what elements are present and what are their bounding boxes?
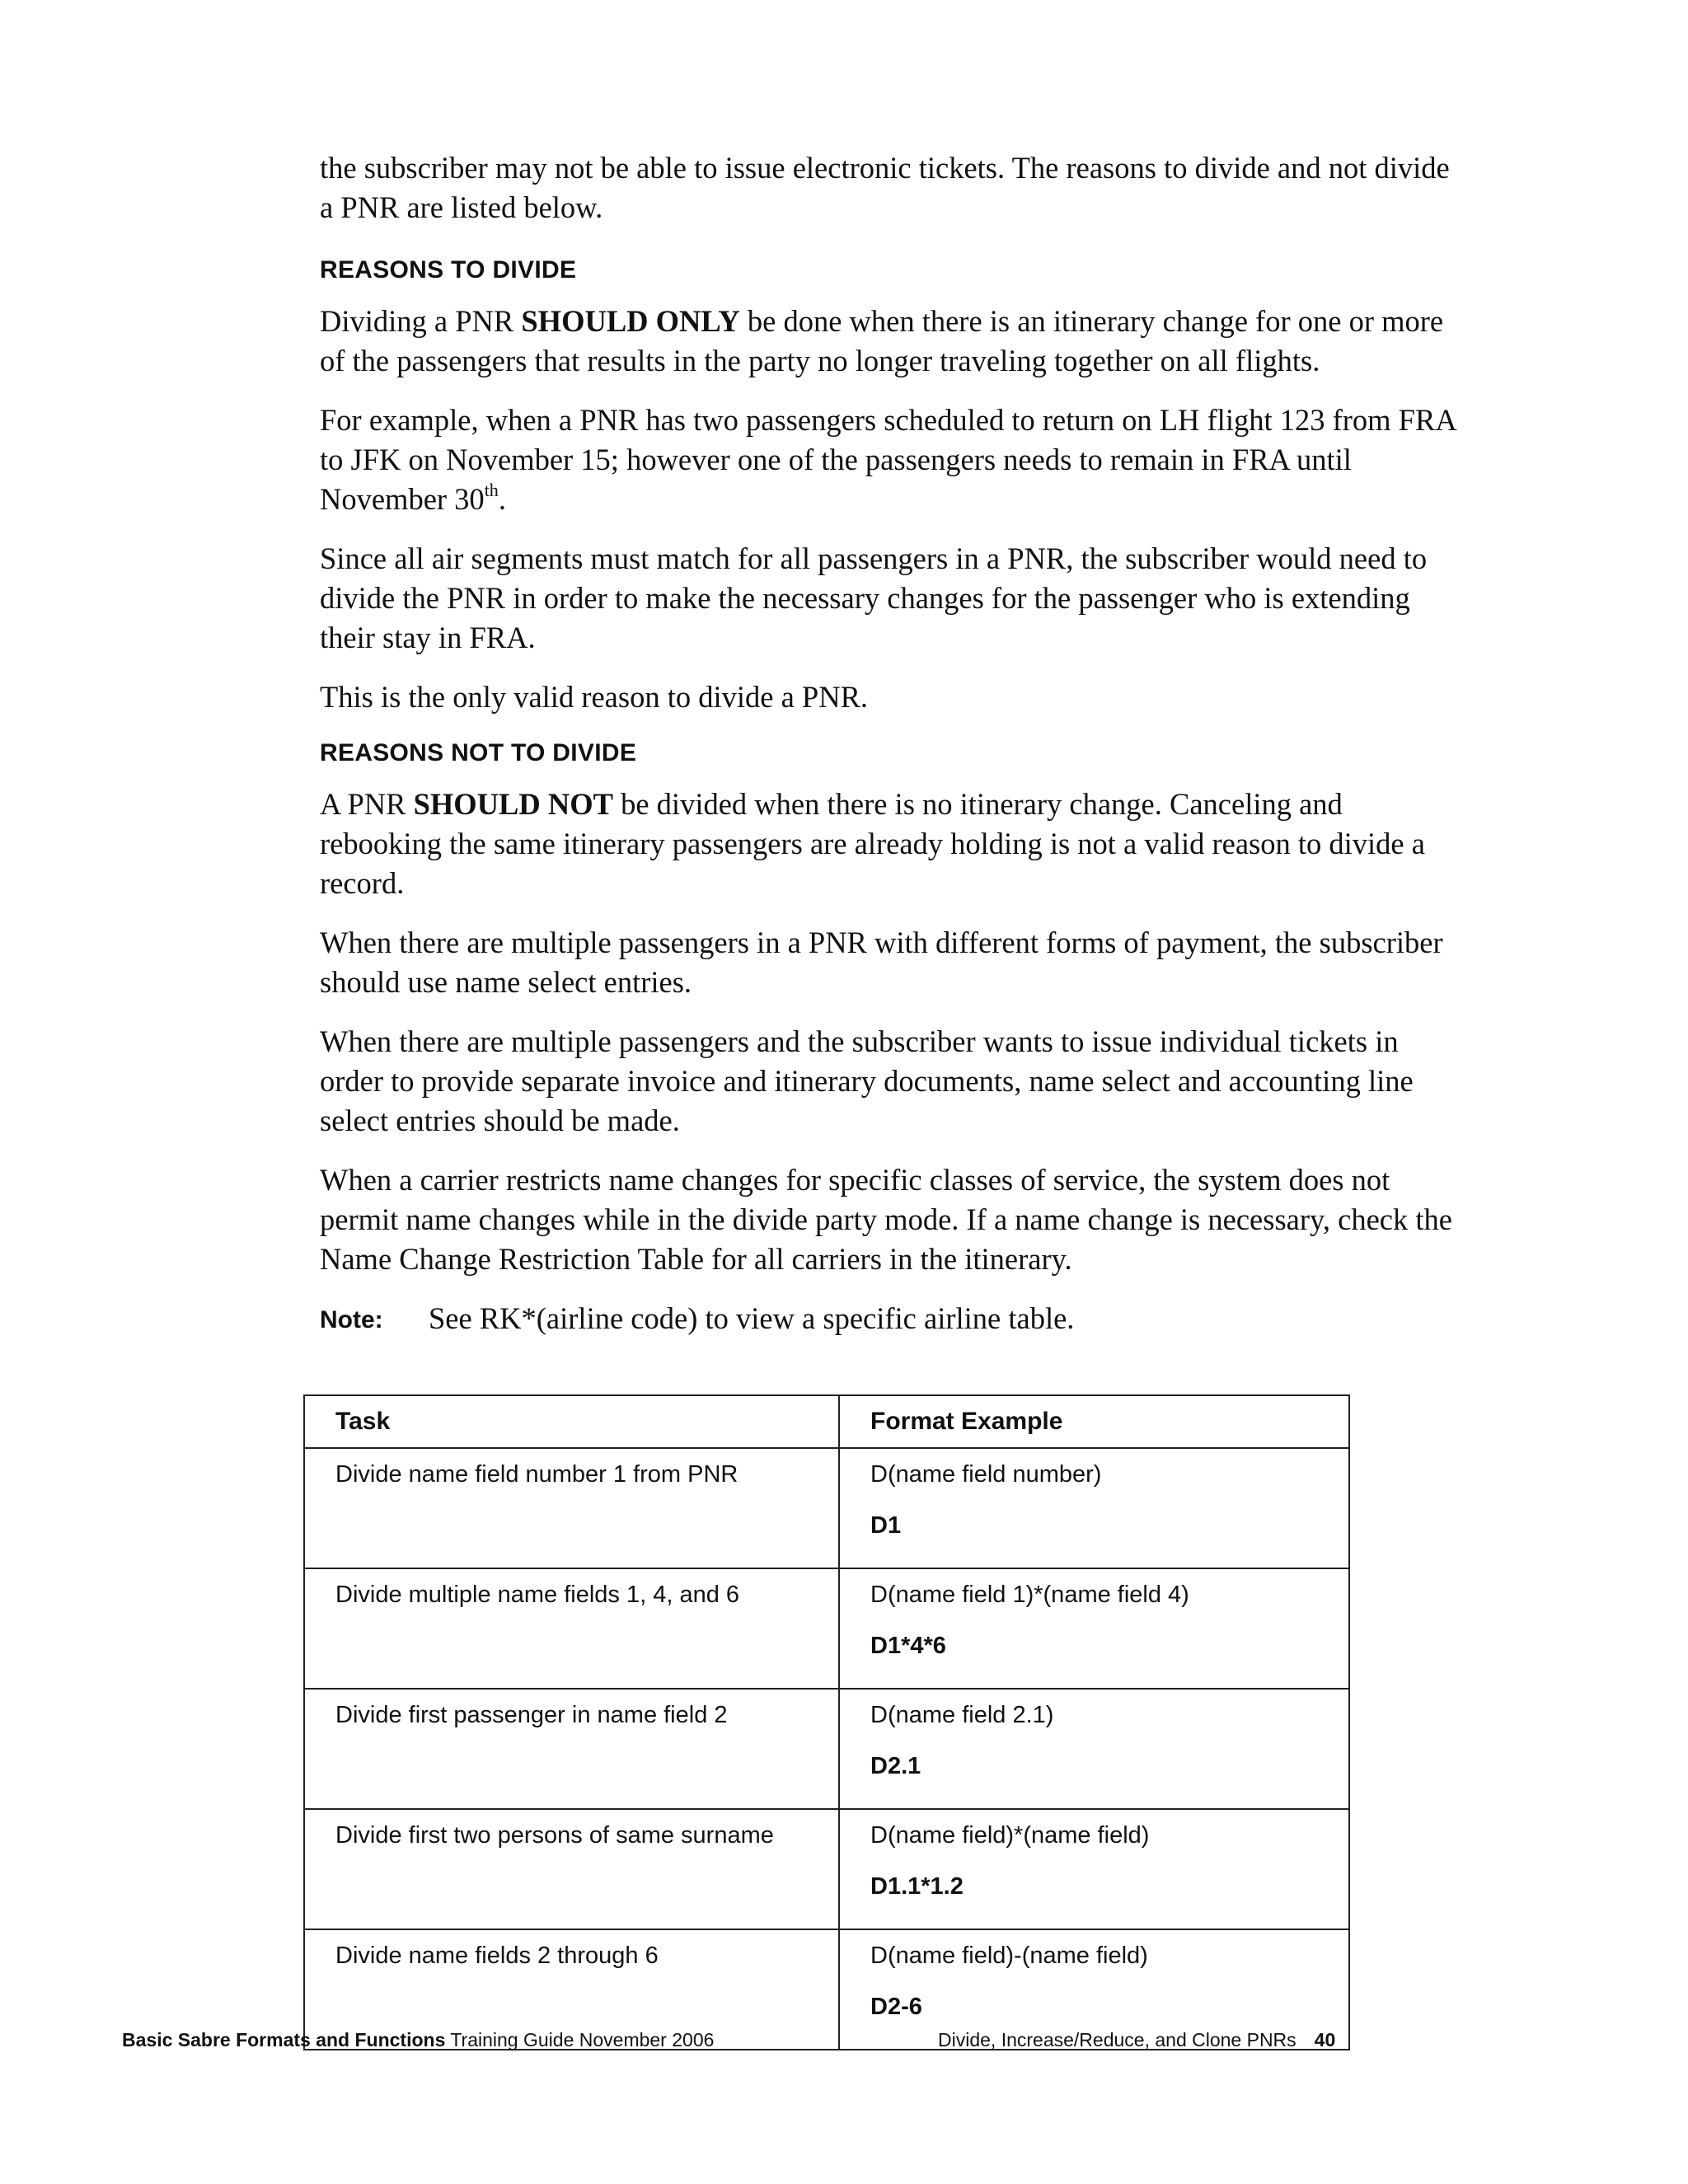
table-cell-format (839, 1568, 1349, 1689)
format-syntax: D(name field number) (870, 1461, 1102, 1488)
table-cell-format (839, 1809, 1349, 1929)
not-divide-p1-emphasis: SHOULD NOT (413, 787, 613, 821)
document-body (320, 148, 1457, 1358)
divide-p2-text-b: . (498, 482, 506, 516)
footer-chapter-block (938, 2027, 1335, 2052)
not-divide-p1-text-b: be divided when there is no itinerary change. Canceling and rebooking the same itinerary passengers are already holding is not a valid reason to divide a record. (320, 787, 1425, 900)
table-cell-task: Divide name fields 2 through 6 (304, 1929, 839, 2050)
format-syntax: D(name field)*(name field) (870, 1822, 1150, 1849)
not-divide-paragraph-4: When a carrier restricts name changes for specific classes of service, the system does not permit name changes while in the divide party mode. If a name change is necessary, check the Name Change Restriction Table for all carriers in the itinerary. (320, 1163, 1452, 1276)
table-cell-format (839, 1448, 1349, 1568)
intro-paragraph: the subscriber may not be able to issue electronic tickets. The reasons to divide and not divide a PNR are listed below. (320, 151, 1450, 224)
footer-guide-title (122, 2027, 714, 2052)
note-label: Note: (320, 1306, 383, 1333)
table-cell-format (839, 1689, 1349, 1809)
table-header-row (304, 1395, 1349, 1448)
format-example: D1*4*6 (870, 1633, 946, 1659)
table-row (304, 1809, 1349, 1929)
table-cell-task: Divide name field number 1 from PNR (304, 1448, 839, 1568)
divide-paragraph-4: This is the only valid reason to divide a PNR. (320, 680, 869, 714)
table-cell-task: Divide first passenger in name field 2 (304, 1689, 839, 1809)
reasons-not-to-divide-heading: REASONS NOT TO DIVIDE (320, 739, 637, 766)
not-divide-p1-text-a: A PNR (320, 787, 414, 821)
format-syntax: D(name field)-(name field) (870, 1943, 1148, 1969)
note-text: See RK*(airline code) to view a specific airline table. (429, 1301, 1075, 1335)
reasons-to-divide-heading: REASONS TO DIVIDE (320, 256, 577, 284)
divide-paragraph-3: Since all air segments must match for all passengers in a PNR, the subscriber would need to divide the PNR in order to make the necessary changes for the passenger who is extending their stay in FRA. (320, 541, 1428, 654)
page-number: 40 (1314, 2029, 1336, 2050)
format-example: D2-6 (870, 1994, 922, 2020)
not-divide-paragraph-3: When there are multiple passengers and the subscriber wants to issue individual tickets in order to provide separate invoice and itinerary documents, name select and accounting line select entries should be made. (320, 1024, 1414, 1137)
format-table (303, 1394, 1350, 2050)
note-block (320, 1299, 1457, 1340)
format-example: D2.1 (870, 1753, 921, 1779)
not-divide-paragraph-1 (320, 785, 1457, 903)
divide-p2-text-a: For example, when a PNR has two passengers scheduled to return on LH flight 123 from FRA to JFK on November 15; however one of the passengers needs to remain in FRA until November 30 (320, 403, 1456, 516)
table-cell-task: Divide multiple name fields 1, 4, and 6 (304, 1568, 839, 1689)
format-example: D1 (870, 1512, 902, 1539)
footer-chapter: Divide, Increase/Reduce, and Clone PNRs (938, 2029, 1296, 2050)
format-example: D1.1*1.2 (870, 1873, 964, 1900)
divide-p1-text-a: Dividing a PNR (320, 304, 522, 338)
format-syntax: D(name field 2.1) (870, 1702, 1054, 1728)
not-divide-paragraph-2: When there are multiple passengers in a PNR with different forms of payment, the subscriber should use name select entries. (320, 926, 1443, 999)
table-row (304, 1568, 1349, 1689)
divide-p1-text-b: be done when there is an itinerary change for one or more of the passengers that results in the party no longer traveling together on all flights. (320, 304, 1444, 377)
format-syntax: D(name field 1)*(name field 4) (870, 1582, 1189, 1608)
table-cell-task: Divide first two persons of same surname (304, 1809, 839, 1929)
footer-title-rest: Training Guide November 2006 (445, 2029, 715, 2050)
table-row (304, 1689, 1349, 1809)
divide-p2-superscript: th (484, 479, 499, 500)
table-header-format: Format Example (839, 1395, 1349, 1448)
table-row (304, 1448, 1349, 1568)
divide-paragraph-1 (320, 302, 1457, 381)
table-header-task: Task (304, 1395, 839, 1448)
divide-paragraph-2 (320, 401, 1457, 519)
footer-title-bold: Basic Sabre Formats and Functions (122, 2029, 446, 2050)
divide-p1-emphasis: SHOULD ONLY (521, 304, 740, 338)
